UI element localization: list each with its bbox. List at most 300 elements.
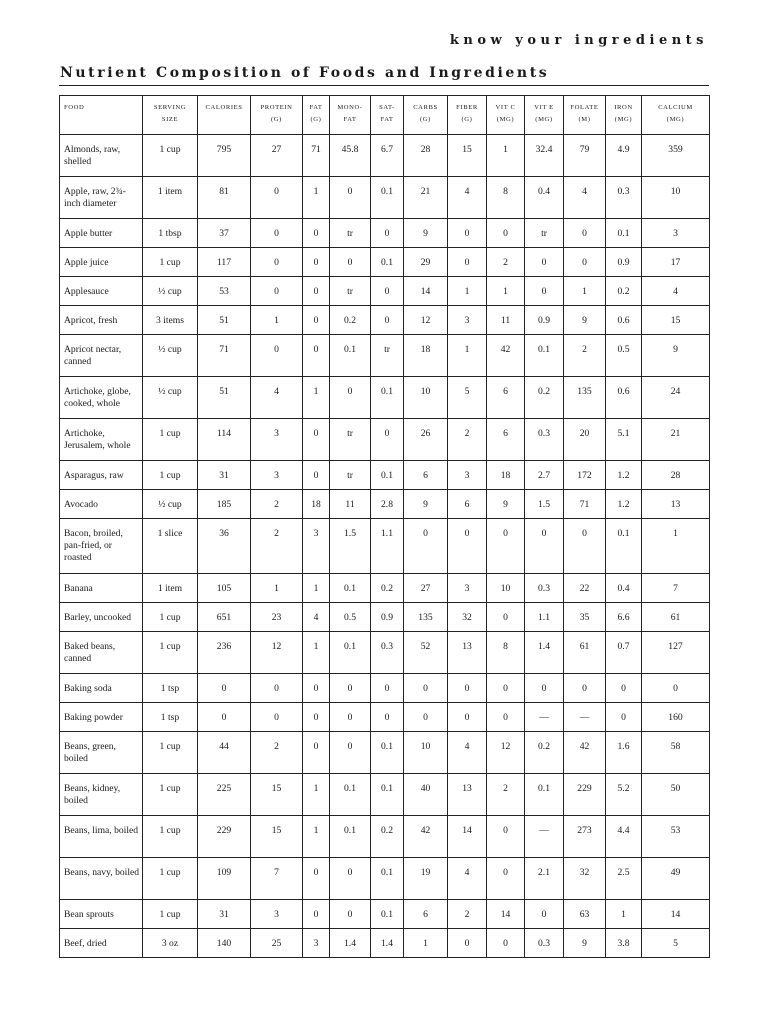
column-header-calcium [642, 96, 710, 135]
cell-fiber: 0 [448, 248, 487, 277]
table-row [60, 219, 710, 248]
cell-calcium: 61 [642, 603, 710, 632]
cell-vite: 32.4 [525, 135, 564, 177]
cell-protein: 7 [251, 858, 303, 900]
cell-vitc: 8 [487, 177, 525, 219]
table-row [60, 929, 710, 958]
cell-satfat: 0.3 [371, 632, 404, 674]
cell-protein: 0 [251, 248, 303, 277]
cell-protein: 3 [251, 900, 303, 929]
cell-serving: 1 cup [143, 816, 198, 858]
cell-serving: 1 cup [143, 135, 198, 177]
cell-fat: 0 [303, 900, 330, 929]
cell-serving: 1 cup [143, 632, 198, 674]
cell-calories: 31 [198, 461, 251, 490]
nutrient-table [59, 95, 710, 958]
cell-folate: 20 [564, 419, 606, 461]
column-header-food [60, 96, 143, 135]
cell-serving: 1 cup [143, 732, 198, 774]
cell-vite: 0.3 [525, 574, 564, 603]
cell-serving: 1 cup [143, 858, 198, 900]
cell-calories: 53 [198, 277, 251, 306]
cell-iron: 0.1 [606, 519, 642, 574]
cell-food: Beans, green, boiled [60, 732, 143, 774]
column-header-monofat [330, 96, 371, 135]
column-header-protein-line2: (G) [271, 116, 282, 123]
column-header-monofat-line1: MONO- [337, 104, 363, 111]
cell-folate: 0 [564, 519, 606, 574]
cell-vite: 0 [525, 277, 564, 306]
table-row [60, 732, 710, 774]
cell-fat: 0 [303, 419, 330, 461]
cell-food: Beef, dried [60, 929, 143, 958]
cell-fiber: 5 [448, 377, 487, 419]
cell-serving: 1 item [143, 574, 198, 603]
cell-calcium: 127 [642, 632, 710, 674]
cell-satfat: 0.1 [371, 858, 404, 900]
cell-calories: 31 [198, 900, 251, 929]
cell-monofat: 0.5 [330, 603, 371, 632]
cell-vite: 0.9 [525, 306, 564, 335]
cell-iron: 1 [606, 900, 642, 929]
cell-calcium: 10 [642, 177, 710, 219]
cell-folate: 135 [564, 377, 606, 419]
cell-fiber: 13 [448, 774, 487, 816]
column-header-serving-line1: SERVING [153, 104, 187, 111]
cell-fat: 0 [303, 674, 330, 703]
cell-folate: 0 [564, 674, 606, 703]
cell-serving: 1 tsp [143, 674, 198, 703]
table-body [60, 135, 710, 958]
cell-calories: 37 [198, 219, 251, 248]
table-row [60, 277, 710, 306]
cell-vite: 0 [525, 900, 564, 929]
cell-monofat: 45.8 [330, 135, 371, 177]
cell-fat: 1 [303, 574, 330, 603]
column-header-iron [606, 96, 642, 135]
cell-food: Beans, lima, boiled [60, 816, 143, 858]
column-header-folate-line2: (Μ) [578, 116, 591, 123]
cell-calories: 109 [198, 858, 251, 900]
cell-monofat: 0 [330, 377, 371, 419]
cell-food: Baked beans, canned [60, 632, 143, 674]
cell-serving: 1 cup [143, 774, 198, 816]
cell-fiber: 14 [448, 816, 487, 858]
cell-fiber: 0 [448, 674, 487, 703]
cell-food: Baking soda [60, 674, 143, 703]
cell-vitc: 0 [487, 929, 525, 958]
cell-iron: 0.4 [606, 574, 642, 603]
cell-iron: 0 [606, 674, 642, 703]
column-header-vite [525, 96, 564, 135]
cell-food: Bacon, broiled, pan-fried, or roasted [60, 519, 143, 574]
cell-vitc: 0 [487, 519, 525, 574]
cell-fiber: 0 [448, 219, 487, 248]
column-header-vite-line1: VIT E [534, 104, 554, 111]
cell-satfat: 2.8 [371, 490, 404, 519]
cell-vite: 2.7 [525, 461, 564, 490]
cell-folate: 9 [564, 929, 606, 958]
column-header-iron-line1: IRON [614, 104, 633, 111]
column-header-fat [303, 96, 330, 135]
title-rule [59, 85, 709, 86]
cell-folate: 273 [564, 816, 606, 858]
cell-calories: 0 [198, 674, 251, 703]
cell-satfat: 6.7 [371, 135, 404, 177]
table-row [60, 674, 710, 703]
cell-carbs: 14 [404, 277, 448, 306]
cell-calcium: 17 [642, 248, 710, 277]
cell-monofat: tr [330, 419, 371, 461]
running-head: know your ingredients [449, 33, 708, 48]
page-title: Nutrient Composition of Foods and Ingredients [60, 65, 550, 81]
column-header-vitc-line2: (MG) [496, 116, 515, 123]
column-header-folate-line1: FOLATE [570, 104, 599, 111]
cell-fat: 1 [303, 377, 330, 419]
cell-iron: 1.2 [606, 461, 642, 490]
cell-calories: 140 [198, 929, 251, 958]
cell-calories: 51 [198, 306, 251, 335]
cell-carbs: 18 [404, 335, 448, 377]
cell-protein: 0 [251, 335, 303, 377]
cell-vite: 0 [525, 248, 564, 277]
column-header-calories [198, 96, 251, 135]
cell-serving: 1 cup [143, 900, 198, 929]
cell-iron: 0.6 [606, 377, 642, 419]
cell-vitc: 14 [487, 900, 525, 929]
cell-calcium: 4 [642, 277, 710, 306]
cell-vitc: 0 [487, 858, 525, 900]
cell-satfat: 0.1 [371, 732, 404, 774]
cell-vite: 0 [525, 519, 564, 574]
cell-fat: 0 [303, 306, 330, 335]
cell-fiber: 4 [448, 732, 487, 774]
cell-fiber: 0 [448, 703, 487, 732]
cell-fiber: 1 [448, 277, 487, 306]
cell-serving: 1 cup [143, 461, 198, 490]
cell-vitc: 18 [487, 461, 525, 490]
cell-vite: 1.4 [525, 632, 564, 674]
cell-serving: 1 tsp [143, 703, 198, 732]
table-row [60, 177, 710, 219]
cell-vitc: 6 [487, 419, 525, 461]
cell-iron: 0 [606, 703, 642, 732]
cell-carbs: 12 [404, 306, 448, 335]
cell-folate: 229 [564, 774, 606, 816]
cell-calories: 36 [198, 519, 251, 574]
cell-serving: 1 tbsp [143, 219, 198, 248]
cell-carbs: 6 [404, 900, 448, 929]
cell-vite: 0.1 [525, 774, 564, 816]
cell-food: Beans, navy, boiled [60, 858, 143, 900]
cell-serving: 1 item [143, 177, 198, 219]
column-header-monofat-line2: FAT [343, 116, 357, 123]
cell-serving: 1 slice [143, 519, 198, 574]
cell-iron: 5.1 [606, 419, 642, 461]
cell-protein: 1 [251, 574, 303, 603]
cell-calcium: 359 [642, 135, 710, 177]
cell-protein: 23 [251, 603, 303, 632]
cell-vite: tr [525, 219, 564, 248]
cell-calcium: 49 [642, 858, 710, 900]
cell-protein: 4 [251, 377, 303, 419]
cell-monofat: 0.1 [330, 574, 371, 603]
cell-calcium: 15 [642, 306, 710, 335]
cell-iron: 4.4 [606, 816, 642, 858]
cell-calcium: 58 [642, 732, 710, 774]
column-header-protein [251, 96, 303, 135]
cell-serving: 1 cup [143, 603, 198, 632]
cell-calcium: 13 [642, 490, 710, 519]
cell-iron: 0.1 [606, 219, 642, 248]
cell-monofat: 11 [330, 490, 371, 519]
cell-protein: 15 [251, 774, 303, 816]
table-row [60, 900, 710, 929]
cell-carbs: 135 [404, 603, 448, 632]
cell-iron: 0.6 [606, 306, 642, 335]
cell-carbs: 19 [404, 858, 448, 900]
cell-monofat: tr [330, 277, 371, 306]
cell-food: Asparagus, raw [60, 461, 143, 490]
cell-calcium: 160 [642, 703, 710, 732]
cell-vitc: 0 [487, 219, 525, 248]
table-row [60, 419, 710, 461]
cell-iron: 4.9 [606, 135, 642, 177]
column-header-iron-line2: (MG) [614, 116, 633, 123]
column-header-protein-line1: PROTEIN [260, 104, 293, 111]
cell-carbs: 9 [404, 490, 448, 519]
cell-folate: 1 [564, 277, 606, 306]
cell-serving: ½ cup [143, 377, 198, 419]
cell-food: Avocado [60, 490, 143, 519]
column-header-satfat [371, 96, 404, 135]
cell-food: Baking powder [60, 703, 143, 732]
cell-calcium: 3 [642, 219, 710, 248]
cell-folate: 4 [564, 177, 606, 219]
cell-vitc: 9 [487, 490, 525, 519]
cell-folate: 22 [564, 574, 606, 603]
cell-monofat: 0 [330, 674, 371, 703]
cell-vitc: 8 [487, 632, 525, 674]
cell-folate: 0 [564, 248, 606, 277]
table-row [60, 248, 710, 277]
cell-satfat: 0.9 [371, 603, 404, 632]
column-header-fat-line1: FAT [309, 104, 323, 111]
cell-food: Apple, raw, 2¾-inch diameter [60, 177, 143, 219]
cell-fiber: 4 [448, 177, 487, 219]
cell-calcium: 9 [642, 335, 710, 377]
cell-calcium: 14 [642, 900, 710, 929]
column-header-carbs-line1: CARBS [413, 104, 438, 111]
column-header-fiber [448, 96, 487, 135]
cell-fat: 0 [303, 858, 330, 900]
table-row [60, 490, 710, 519]
cell-calcium: 5 [642, 929, 710, 958]
cell-iron: 0.7 [606, 632, 642, 674]
cell-fiber: 4 [448, 858, 487, 900]
cell-carbs: 0 [404, 674, 448, 703]
cell-monofat: 0.1 [330, 632, 371, 674]
cell-fat: 4 [303, 603, 330, 632]
cell-fat: 0 [303, 248, 330, 277]
cell-folate: 42 [564, 732, 606, 774]
table-row [60, 703, 710, 732]
cell-folate: 2 [564, 335, 606, 377]
table-row [60, 632, 710, 674]
cell-serving: 3 oz [143, 929, 198, 958]
cell-fiber: 15 [448, 135, 487, 177]
cell-calcium: 50 [642, 774, 710, 816]
cell-monofat: 1.4 [330, 929, 371, 958]
cell-fat: 0 [303, 335, 330, 377]
cell-vitc: 0 [487, 674, 525, 703]
cell-fat: 71 [303, 135, 330, 177]
cell-satfat: 0 [371, 306, 404, 335]
cell-fat: 0 [303, 277, 330, 306]
cell-satfat: 0.1 [371, 774, 404, 816]
cell-calories: 114 [198, 419, 251, 461]
cell-satfat: 0.2 [371, 574, 404, 603]
cell-iron: 0.2 [606, 277, 642, 306]
cell-food: Beans, kidney, boiled [60, 774, 143, 816]
cell-monofat: 0.1 [330, 335, 371, 377]
cell-satfat: tr [371, 335, 404, 377]
cell-calcium: 53 [642, 816, 710, 858]
cell-monofat: 1.5 [330, 519, 371, 574]
cell-iron: 3.8 [606, 929, 642, 958]
column-header-carbs [404, 96, 448, 135]
cell-satfat: 0 [371, 703, 404, 732]
cell-fiber: 0 [448, 519, 487, 574]
cell-iron: 1.2 [606, 490, 642, 519]
cell-calories: 0 [198, 703, 251, 732]
cell-vite: 1.5 [525, 490, 564, 519]
cell-monofat: tr [330, 219, 371, 248]
cell-iron: 0.3 [606, 177, 642, 219]
cell-calcium: 1 [642, 519, 710, 574]
cell-vitc: 0 [487, 603, 525, 632]
cell-fiber: 32 [448, 603, 487, 632]
cell-vitc: 42 [487, 335, 525, 377]
table-row [60, 816, 710, 858]
cell-iron: 5.2 [606, 774, 642, 816]
table-row [60, 135, 710, 177]
cell-calories: 117 [198, 248, 251, 277]
column-header-fiber-line1: FIBER [456, 104, 478, 111]
cell-folate: 32 [564, 858, 606, 900]
cell-food: Artichoke, globe, cooked, whole [60, 377, 143, 419]
cell-folate: 71 [564, 490, 606, 519]
column-header-vitc-line1: VIT C [495, 104, 516, 111]
cell-satfat: 1.1 [371, 519, 404, 574]
cell-fiber: 2 [448, 900, 487, 929]
cell-iron: 0.5 [606, 335, 642, 377]
column-header-vitc [487, 96, 525, 135]
cell-protein: 12 [251, 632, 303, 674]
cell-carbs: 10 [404, 732, 448, 774]
cell-protein: 1 [251, 306, 303, 335]
cell-food: Bean sprouts [60, 900, 143, 929]
cell-vitc: 1 [487, 135, 525, 177]
cell-protein: 15 [251, 816, 303, 858]
cell-fat: 3 [303, 519, 330, 574]
cell-serving: 1 cup [143, 248, 198, 277]
cell-food: Apple juice [60, 248, 143, 277]
column-header-calcium-line2: (MG) [666, 116, 685, 123]
cell-fiber: 0 [448, 929, 487, 958]
cell-calories: 185 [198, 490, 251, 519]
cell-satfat: 0 [371, 277, 404, 306]
cell-protein: 2 [251, 732, 303, 774]
cell-fiber: 1 [448, 335, 487, 377]
cell-serving: 1 cup [143, 419, 198, 461]
cell-protein: 3 [251, 461, 303, 490]
cell-fat: 1 [303, 816, 330, 858]
cell-vite: 0.3 [525, 929, 564, 958]
cell-folate: 9 [564, 306, 606, 335]
cell-satfat: 0.1 [371, 248, 404, 277]
cell-fiber: 13 [448, 632, 487, 674]
cell-calories: 51 [198, 377, 251, 419]
cell-protein: 0 [251, 277, 303, 306]
cell-calories: 105 [198, 574, 251, 603]
cell-calories: 795 [198, 135, 251, 177]
cell-carbs: 26 [404, 419, 448, 461]
table-row [60, 774, 710, 816]
cell-fat: 3 [303, 929, 330, 958]
cell-folate: 35 [564, 603, 606, 632]
cell-food: Apricot, fresh [60, 306, 143, 335]
cell-serving: ½ cup [143, 490, 198, 519]
table-row [60, 603, 710, 632]
cell-vitc: 12 [487, 732, 525, 774]
cell-calcium: 28 [642, 461, 710, 490]
cell-vitc: 10 [487, 574, 525, 603]
cell-carbs: 40 [404, 774, 448, 816]
cell-satfat: 0 [371, 674, 404, 703]
cell-monofat: 0 [330, 732, 371, 774]
cell-fat: 0 [303, 703, 330, 732]
cell-vite: 0 [525, 674, 564, 703]
cell-satfat: 0.1 [371, 900, 404, 929]
cell-monofat: 0.1 [330, 816, 371, 858]
cell-folate: 61 [564, 632, 606, 674]
cell-fat: 0 [303, 219, 330, 248]
table-row [60, 858, 710, 900]
cell-carbs: 9 [404, 219, 448, 248]
cell-fiber: 2 [448, 419, 487, 461]
cell-vitc: 0 [487, 703, 525, 732]
cell-food: Barley, uncooked [60, 603, 143, 632]
cell-calories: 225 [198, 774, 251, 816]
table-row [60, 306, 710, 335]
cell-vite: 0.2 [525, 732, 564, 774]
cell-folate: 0 [564, 219, 606, 248]
cell-calories: 81 [198, 177, 251, 219]
cell-food: Applesauce [60, 277, 143, 306]
cell-fat: 0 [303, 461, 330, 490]
cell-monofat: 0 [330, 177, 371, 219]
cell-vitc: 0 [487, 816, 525, 858]
table-row [60, 335, 710, 377]
cell-monofat: 0 [330, 858, 371, 900]
cell-calcium: 24 [642, 377, 710, 419]
table-row [60, 519, 710, 574]
cell-calories: 44 [198, 732, 251, 774]
cell-satfat: 0.1 [371, 377, 404, 419]
cell-carbs: 21 [404, 177, 448, 219]
cell-monofat: 0.1 [330, 774, 371, 816]
